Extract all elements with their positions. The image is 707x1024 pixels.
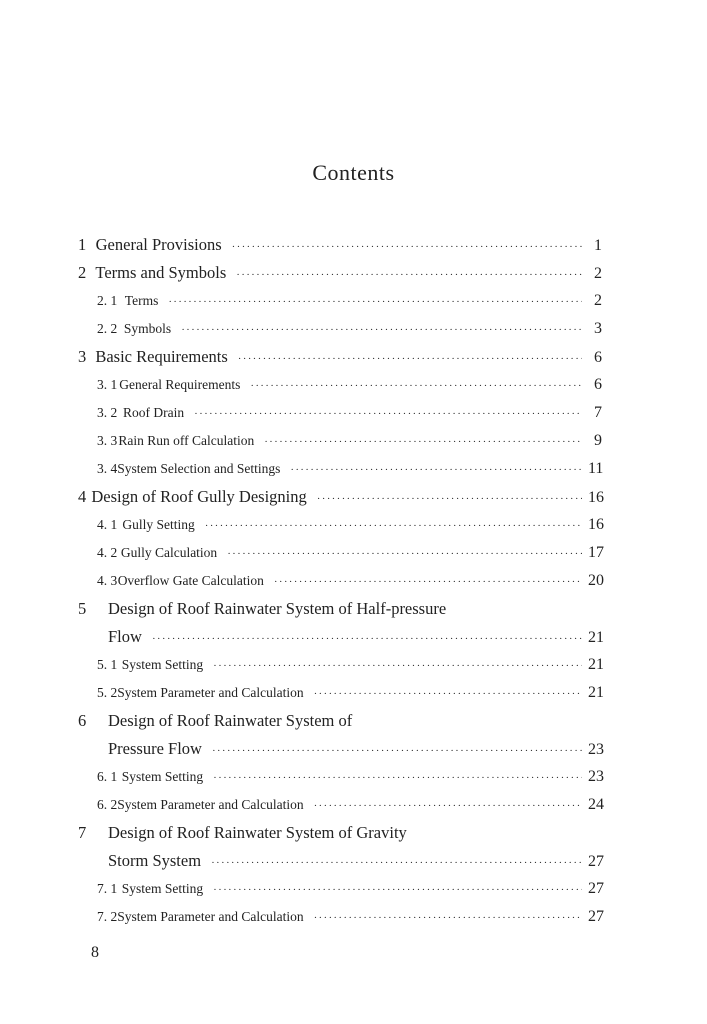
toc-entry-number: 2. 2: [97, 321, 118, 336]
toc-entry-number: 3. 4: [97, 461, 118, 476]
toc-entry-number: 3: [78, 347, 87, 366]
leader-dots: [238, 353, 582, 365]
leader-dots: [194, 408, 582, 420]
leader-dots: [213, 884, 582, 896]
toc-entry-page: 24: [588, 796, 604, 813]
toc-entry-label: General Provisions: [95, 235, 222, 254]
toc-entry-label: Basic Requirements: [95, 347, 228, 366]
toc-entry-label: Design of Roof Gully Designing: [91, 487, 307, 506]
leader-dots: [274, 576, 582, 588]
toc-entry-page: 16: [588, 489, 604, 506]
leader-dots: [168, 296, 582, 308]
leader-dots: [213, 660, 582, 672]
toc-entry-3-2[interactable]: [97, 404, 602, 422]
toc-entry-label: System Parameter and Calculation: [117, 685, 304, 700]
toc-entry-number: 6. 2: [97, 797, 118, 812]
toc-entry-label: Roof Drain: [123, 405, 185, 420]
toc-entry-page: 16: [588, 516, 604, 533]
toc-entry-5-2[interactable]: [97, 684, 602, 702]
toc-entry-7-1[interactable]: [97, 880, 602, 898]
toc-entry-page: 11: [588, 460, 604, 477]
toc-entry-number: 2: [78, 263, 87, 282]
toc-entry-label: System Parameter and Calculation: [117, 909, 304, 924]
toc-entry-page: 27: [588, 853, 604, 870]
toc-entry-4-2[interactable]: [97, 544, 602, 562]
toc-entry-4[interactable]: [78, 487, 602, 507]
toc-entry-label-continued: Flow: [108, 627, 142, 646]
toc-entry-page: 23: [588, 768, 604, 785]
toc-entry-page: 9: [594, 432, 602, 449]
toc-entry-number: 7: [78, 823, 87, 842]
toc-entry-page: 20: [588, 572, 604, 589]
toc-entry-page: 21: [588, 656, 604, 673]
toc-entry-page: 6: [594, 349, 602, 366]
toc-entry-label: System Setting: [121, 657, 204, 672]
toc-entry-page: 21: [588, 629, 604, 646]
toc-entry-number: 7. 1: [97, 881, 118, 896]
toc-entry-label: Overflow Gate Calculation: [117, 573, 264, 588]
toc-entry-page: 2: [594, 292, 602, 309]
toc-entry-5-title[interactable]: [78, 599, 446, 619]
leader-dots: [232, 241, 582, 253]
toc-entry-page: 2: [594, 265, 602, 282]
leader-dots: [213, 772, 582, 784]
toc-entry-label: Design of Roof Rainwater System of: [108, 711, 353, 730]
leader-dots: [290, 464, 582, 476]
toc-entry-number: 5. 1: [97, 657, 118, 672]
leader-dots: [211, 857, 582, 869]
toc-entry-number: 3. 3: [97, 433, 118, 448]
toc-entry-page: 1: [594, 237, 602, 254]
toc-entry-5[interactable]: [108, 627, 602, 647]
toc-entry-label-continued: Storm System: [108, 851, 202, 870]
toc-entry-5-1[interactable]: [97, 656, 602, 674]
toc-entry-1[interactable]: [78, 235, 602, 255]
toc-entry-3-3[interactable]: [97, 432, 602, 450]
page-number: 8: [91, 944, 99, 961]
toc-entry-label: System Setting: [121, 769, 204, 784]
toc-entry-number: 6: [78, 711, 87, 730]
leader-dots: [152, 633, 582, 645]
leader-dots: [264, 436, 582, 448]
toc-entry-label: System Parameter and Calculation: [117, 797, 304, 812]
toc-entry-3[interactable]: [78, 347, 602, 367]
toc-entry-label: Gully Calculation: [120, 545, 218, 560]
toc-entry-number: 2. 1: [97, 293, 118, 308]
toc-entry-label: Design of Roof Rainwater System of Gravity: [108, 823, 407, 842]
toc-entry-label: Symbols: [123, 321, 172, 336]
leader-dots: [212, 745, 582, 757]
toc-entry-6-2[interactable]: [97, 796, 602, 814]
toc-entry-label: Rain Run off Calculation: [118, 433, 255, 448]
toc-entry-number: 5: [78, 599, 87, 618]
toc-entry-number: 4. 3: [97, 573, 118, 588]
toc-entry-2-2[interactable]: [97, 320, 602, 338]
leader-dots: [236, 269, 582, 281]
toc-entry-label: System Setting: [121, 881, 204, 896]
toc-entry-page: 7: [594, 404, 602, 421]
toc-entry-number: 4. 2: [97, 545, 118, 560]
toc-entry-4-1[interactable]: [97, 516, 602, 534]
leader-dots: [250, 380, 582, 392]
toc-entry-2-1[interactable]: [97, 292, 602, 310]
toc-entry-3-4[interactable]: [97, 460, 602, 478]
toc-entry-number: 5. 2: [97, 685, 118, 700]
toc-entry-number: 4: [78, 487, 87, 506]
toc-entry-3-1[interactable]: [97, 376, 602, 394]
toc-entry-label: Terms: [124, 293, 159, 308]
toc-entry-page: 6: [594, 376, 602, 393]
page-title: Contents: [312, 160, 395, 185]
toc-entry-number: 3. 1: [97, 377, 118, 392]
toc-entry-page: 27: [588, 908, 604, 925]
leader-dots: [317, 493, 582, 505]
toc-entry-6-1[interactable]: [97, 768, 602, 786]
toc-entry-page: 23: [588, 741, 604, 758]
toc-entry-label: Terms and Symbols: [95, 263, 227, 282]
toc-entry-4-3[interactable]: [97, 572, 602, 590]
leader-dots: [181, 324, 582, 336]
leader-dots: [227, 548, 582, 560]
leader-dots: [314, 800, 582, 812]
toc-entry-label: Design of Roof Rainwater System of Half-pressure: [108, 599, 447, 618]
toc-entry-7-title[interactable]: [78, 823, 407, 843]
leader-dots: [314, 688, 582, 700]
leader-dots: [205, 520, 582, 532]
toc-entry-6[interactable]: [108, 739, 602, 759]
toc-entry-number: 7. 2: [97, 909, 118, 924]
toc-entry-page: 21: [588, 684, 604, 701]
toc-entry-label: Gully Setting: [122, 517, 195, 532]
toc-entry-label-continued: Pressure Flow: [108, 739, 202, 758]
toc-entry-page: 27: [588, 880, 604, 897]
leader-dots: [314, 912, 582, 924]
toc-entry-page: 17: [588, 544, 604, 561]
toc-entry-number: 1: [78, 235, 87, 254]
toc-entry-7-2[interactable]: [97, 908, 602, 926]
toc-entry-page: 3: [594, 320, 602, 337]
toc-entry-2[interactable]: [78, 263, 602, 283]
toc-entry-number: 3. 2: [97, 405, 118, 420]
toc-entry-7[interactable]: [108, 851, 602, 871]
toc-entry-number: 4. 1: [97, 517, 118, 532]
toc-entry-label: System Selection and Settings: [117, 461, 281, 476]
toc-entry-6-title[interactable]: [78, 711, 352, 731]
toc-entry-number: 6. 1: [97, 769, 118, 784]
toc-entry-label: General Requirements: [119, 377, 241, 392]
